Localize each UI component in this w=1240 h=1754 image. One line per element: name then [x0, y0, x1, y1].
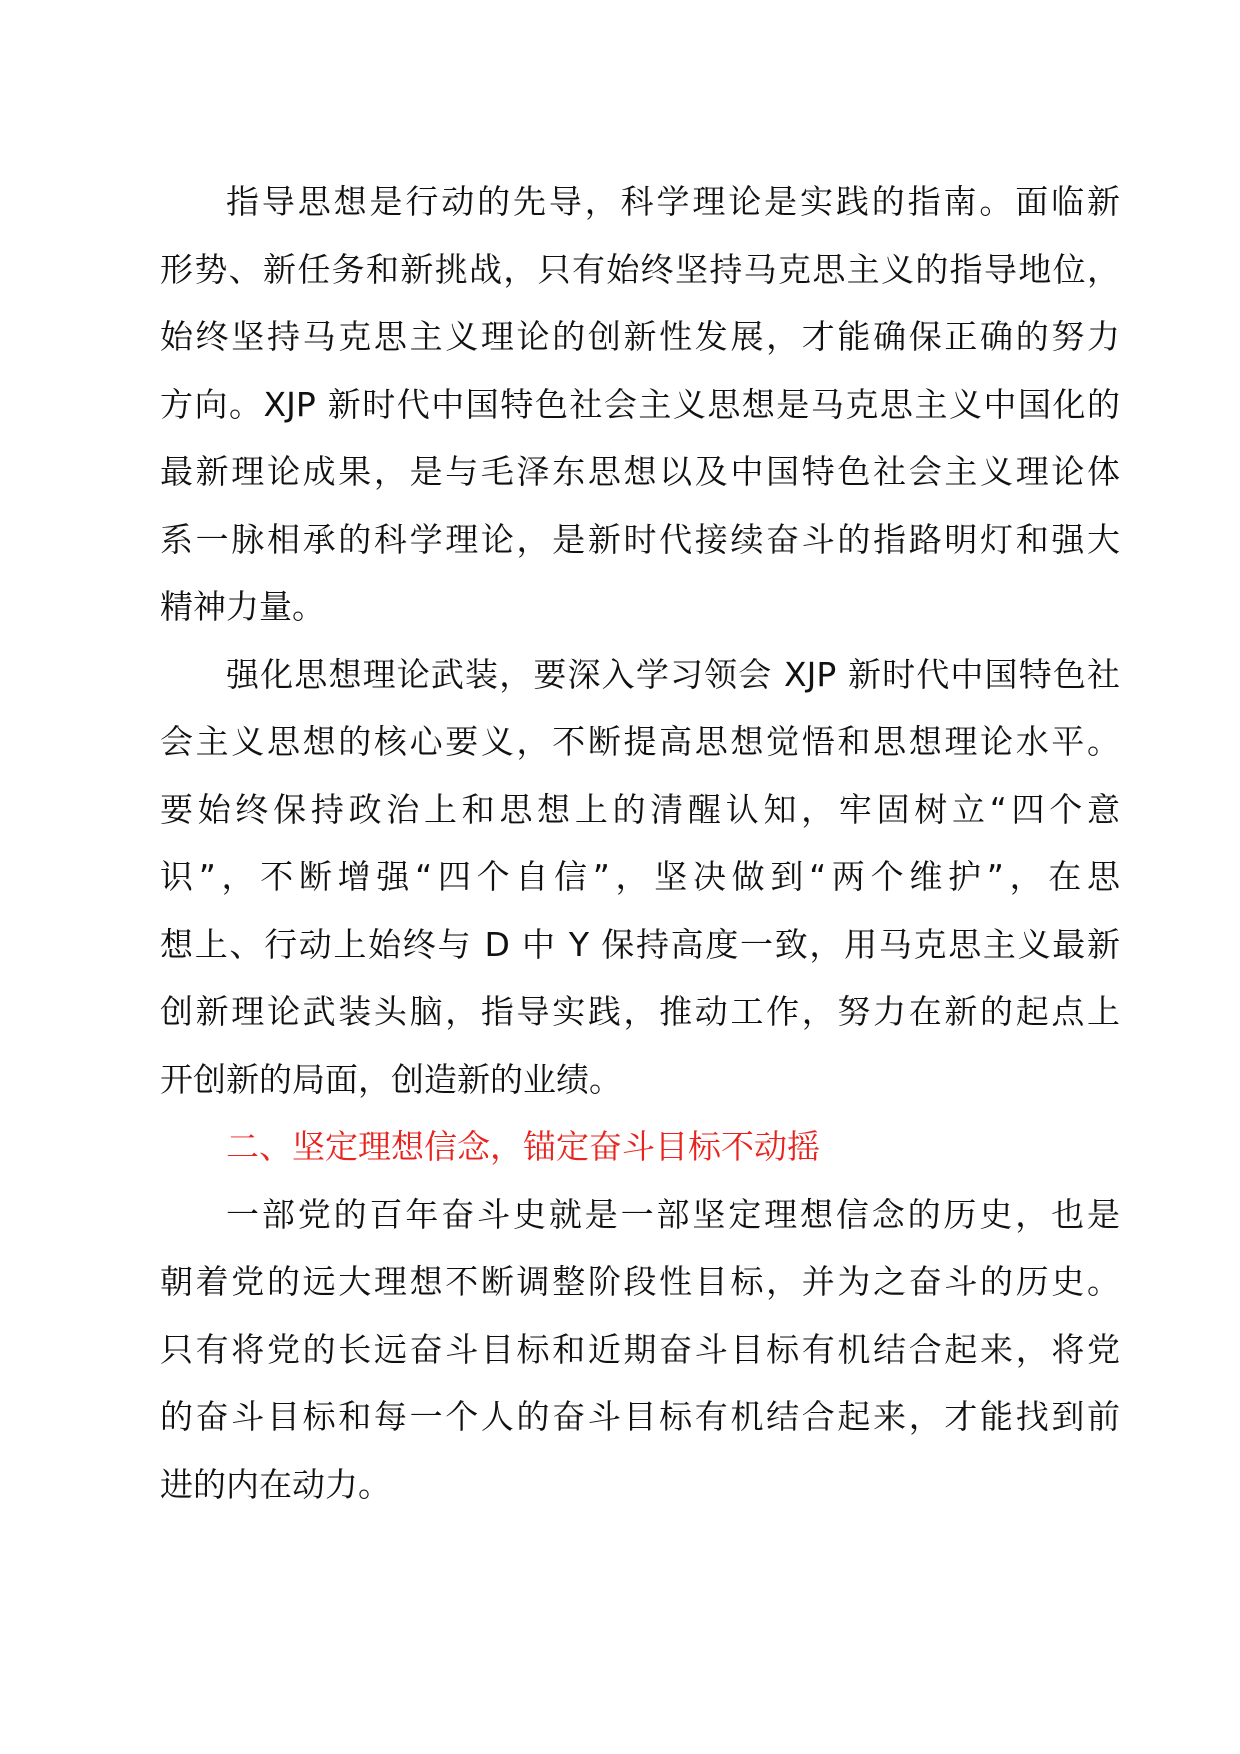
paragraph-1-line: 指导思想是行动的先导，科学理论是实践的指南。面临新: [226, 182, 1120, 221]
paragraph-2-line: 开创新的局面，创造新的业绩。: [160, 1059, 622, 1099]
paragraph-3-line: 朝着党的远大理想不断调整阶段性目标，并为之奋斗的历史。: [160, 1262, 1120, 1301]
paragraph-1-line: 方向。XJP 新时代中国特色社会主义思想是马克思主义中国化的: [160, 384, 1120, 424]
section-heading: 二、坚定理想信念，锚定奋斗目标不动摇: [226, 1127, 820, 1166]
paragraph-1-line: 始终坚持马克思主义理论的创新性发展，才能确保正确的努力: [160, 317, 1120, 356]
paragraph-1-line: 系一脉相承的科学理论，是新时代接续奋斗的指路明灯和强大: [160, 519, 1120, 559]
paragraph-3-line: 一部党的百年奋斗史就是一部坚定理想信念的历史，也是: [226, 1194, 1120, 1234]
paragraph-1-line: 精神力量。: [160, 587, 325, 626]
paragraph-2-line: 要始终保持政治上和思想上的清醒认知，牢固树立“四个意: [160, 789, 1120, 829]
paragraph-3-line: 进的内在动力。: [160, 1464, 391, 1504]
paragraph-3-line: 只有将党的长远奋斗目标和近期奋斗目标有机结合起来，将党: [160, 1329, 1120, 1369]
paragraph-3-line: 的奋斗目标和每一个人的奋斗目标有机结合起来，才能找到前: [160, 1397, 1120, 1436]
paragraph-2-line: 想上、行动上始终与 D 中 Y 保持高度一致，用马克思主义最新: [160, 924, 1120, 964]
document-body: [160, 168, 1120, 1518]
paragraph-2-line: 会主义思想的核心要义，不断提高思想觉悟和思想理论水平。: [160, 722, 1120, 761]
paragraph-2-line: 强化思想理论武装，要深入学习领会 XJP 新时代中国特色社: [226, 654, 1120, 694]
paragraph-2-line: 识”，不断增强“四个自信”，坚决做到“两个维护”，在思: [160, 857, 1120, 896]
paragraph-2-line: 创新理论武装头脑，指导实践，推动工作，努力在新的起点上: [160, 992, 1120, 1031]
paragraph-1-line: 最新理论成果，是与毛泽东思想以及中国特色社会主义理论体: [160, 452, 1120, 491]
paragraph-1-line: 形势、新任务和新挑战，只有始终坚持马克思主义的指导地位，: [160, 249, 1120, 289]
